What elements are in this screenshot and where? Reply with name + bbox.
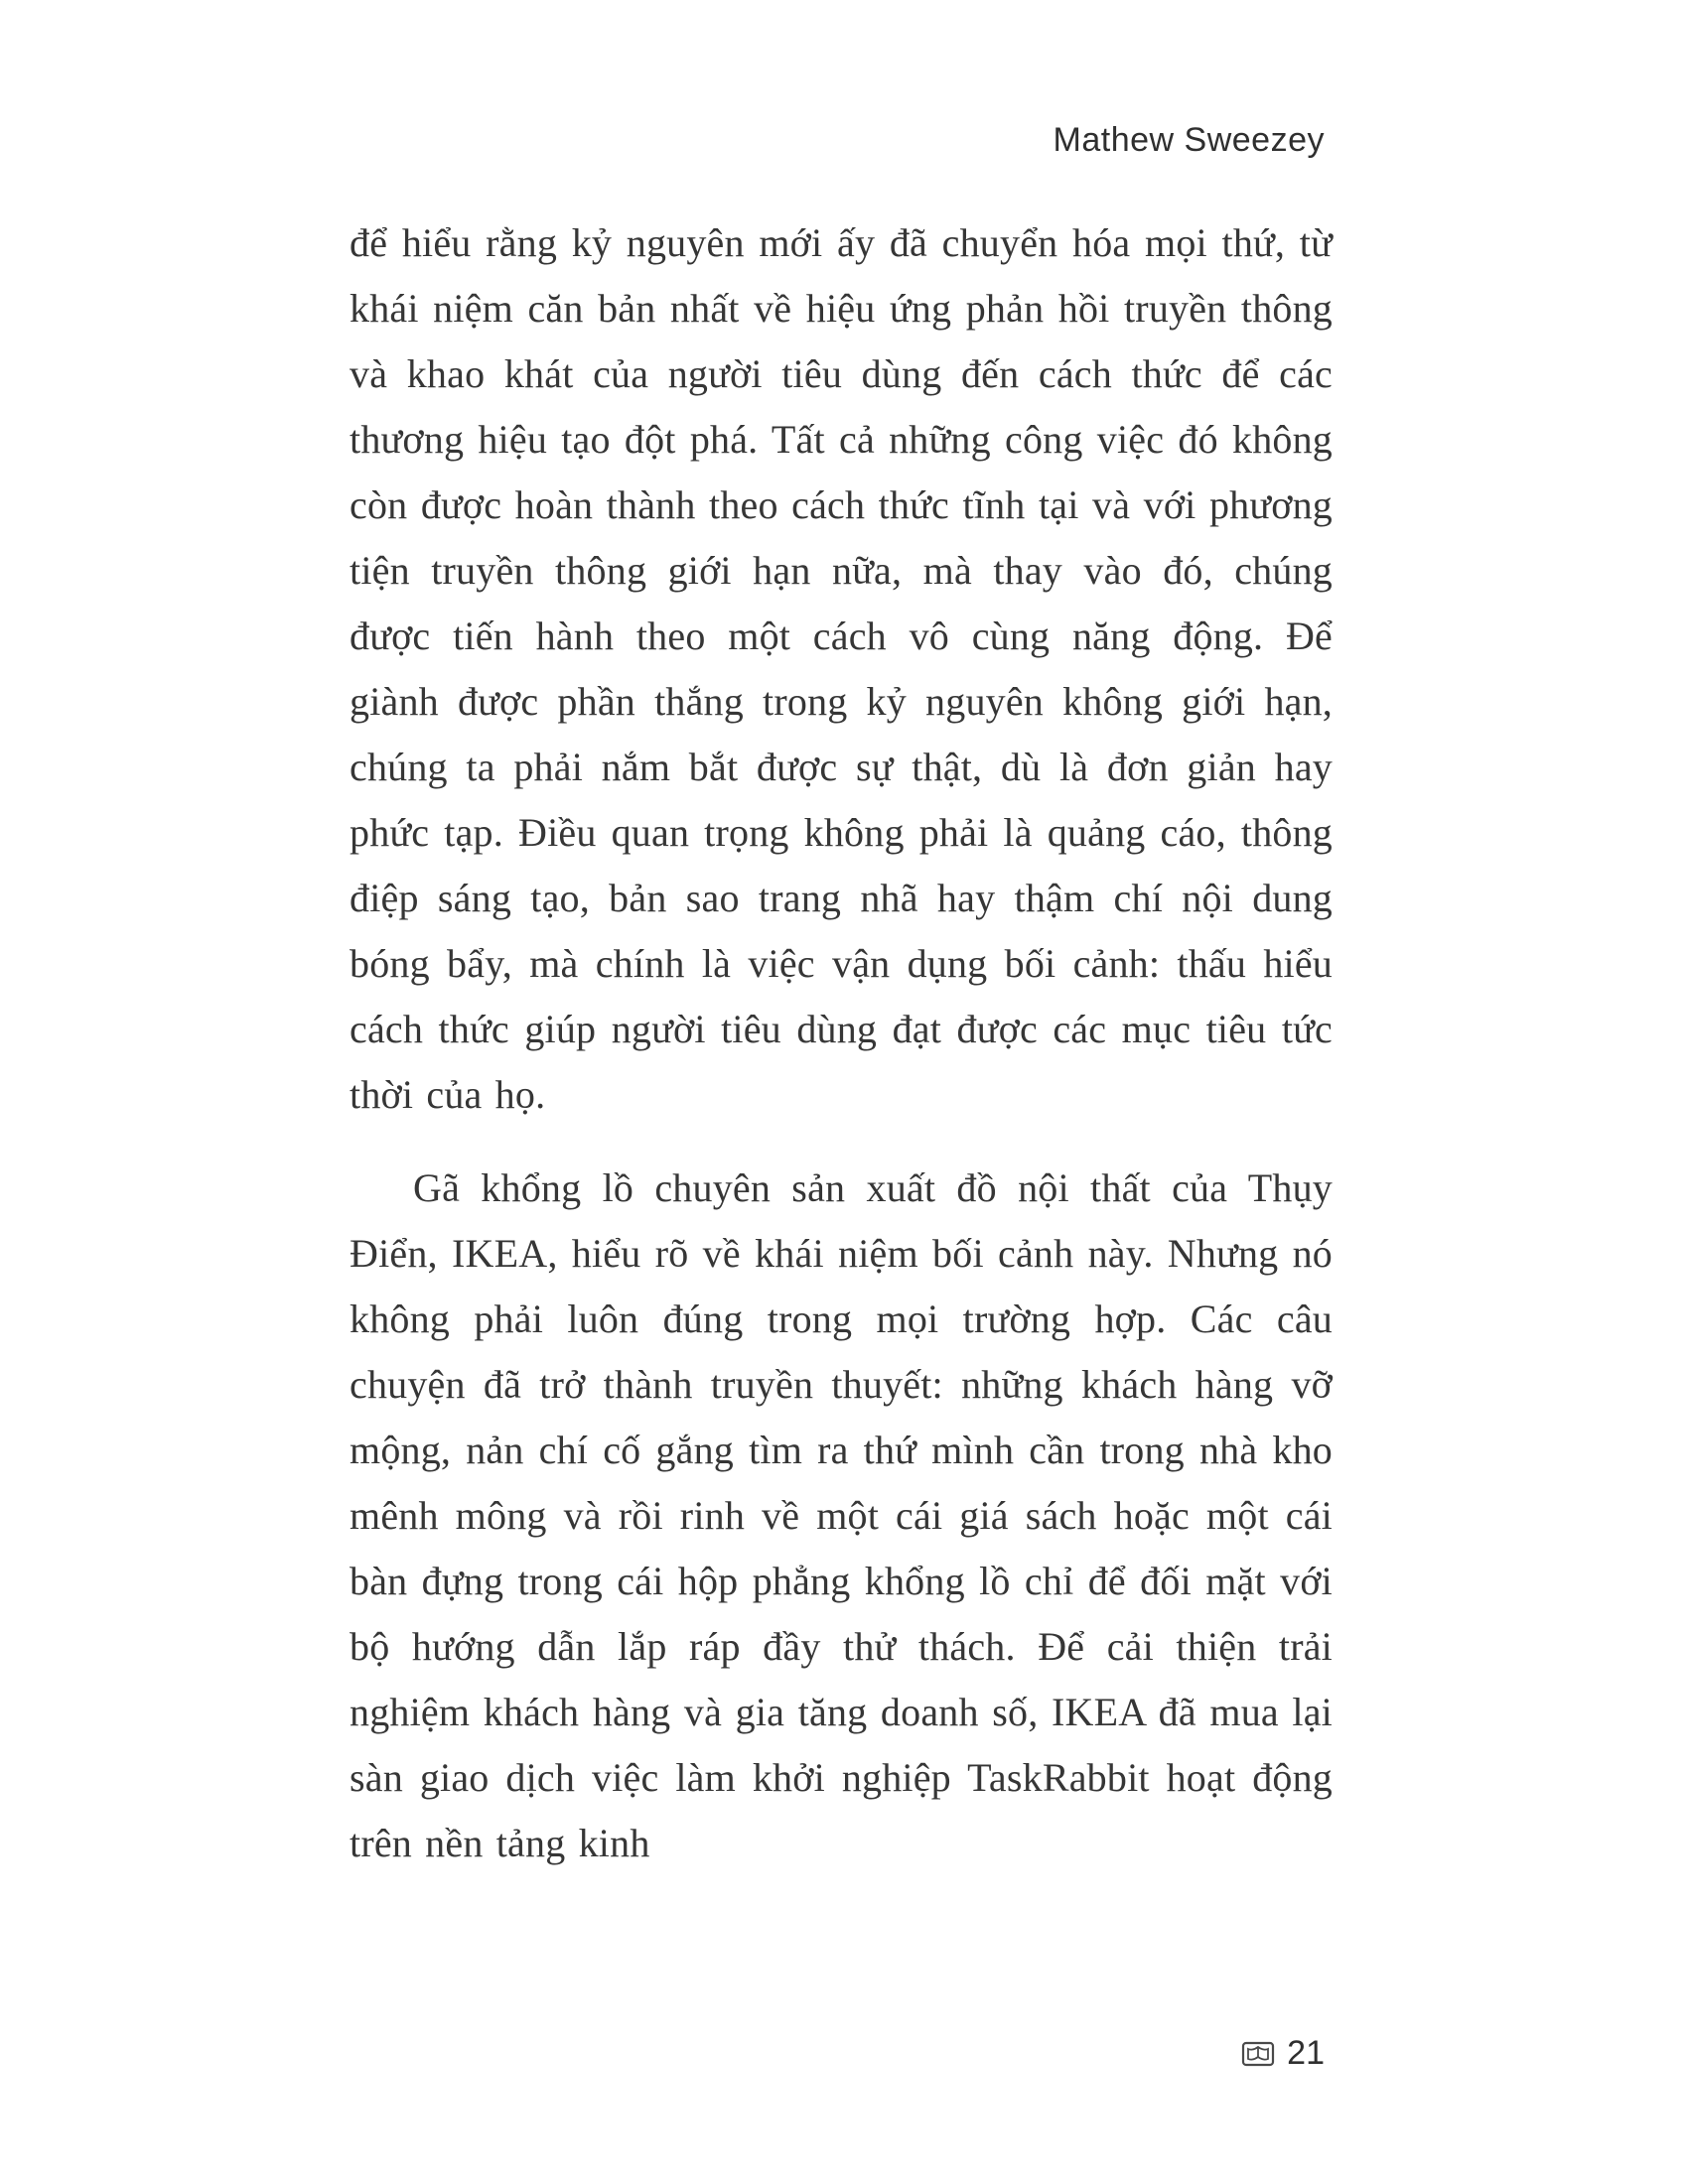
page-footer	[1241, 2034, 1325, 2073]
open-book-icon	[1241, 2039, 1275, 2069]
page-body-text	[350, 210, 1333, 1876]
paragraph: Gã khổng lồ chuyên sản xuất đồ nội thất của Thụy Điển, IKEA, hiểu rõ về khái niệm bối cảnh này. Nhưng nó không phải luôn đúng trong mọi trường hợp. Các câu chuyện đã trở thành truyền thuyết: những khách hàng vỡ mộng, nản chí cố gắng tìm ra thứ mình cần trong nhà kho mênh mông và rồi rinh về một cái giá sách hoặc một cái bàn đựng trong cái hộp phẳng khổng lồ chỉ để đối mặt với bộ hướng dẫn lắp ráp đầy thử thách. Để cải thiện trải nghiệm khách hàng và gia tăng doanh số, IKEA đã mua lại sàn giao dịch việc làm khởi nghiệp TaskRabbit hoạt động trên nền tảng kinh	[350, 1165, 1333, 1865]
running-header-author: Mathew Sweezey	[1053, 121, 1325, 159]
page-number: 21	[1287, 2034, 1325, 2072]
paragraph: để hiểu rằng kỷ nguyên mới ấy đã chuyển hóa mọi thứ, từ khái niệm căn bản nhất về hiệu ứng phản hồi truyền thông và khao khát của người tiêu dùng đến cách thức để các thương hiệu tạo đột phá. Tất cả những công việc đó không còn được hoàn thành theo cách thức tĩnh tại và với phương tiện truyền thông giới hạn nữa, mà thay vào đó, chúng được tiến hành theo một cách vô cùng năng động. Để giành được phần thắng trong kỷ nguyên không giới hạn, chúng ta phải nắm bắt được sự thật, dù là đơn giản hay phức tạp. Điều quan trọng không phải là quảng cáo, thông điệp sáng tạo, bản sao trang nhã hay thậm chí nội dung bóng bẩy, mà chính là việc vận dụng bối cảnh: thấu hiểu cách thức giúp người tiêu dùng đạt được các mục tiêu tức thời của họ.	[350, 220, 1333, 1117]
